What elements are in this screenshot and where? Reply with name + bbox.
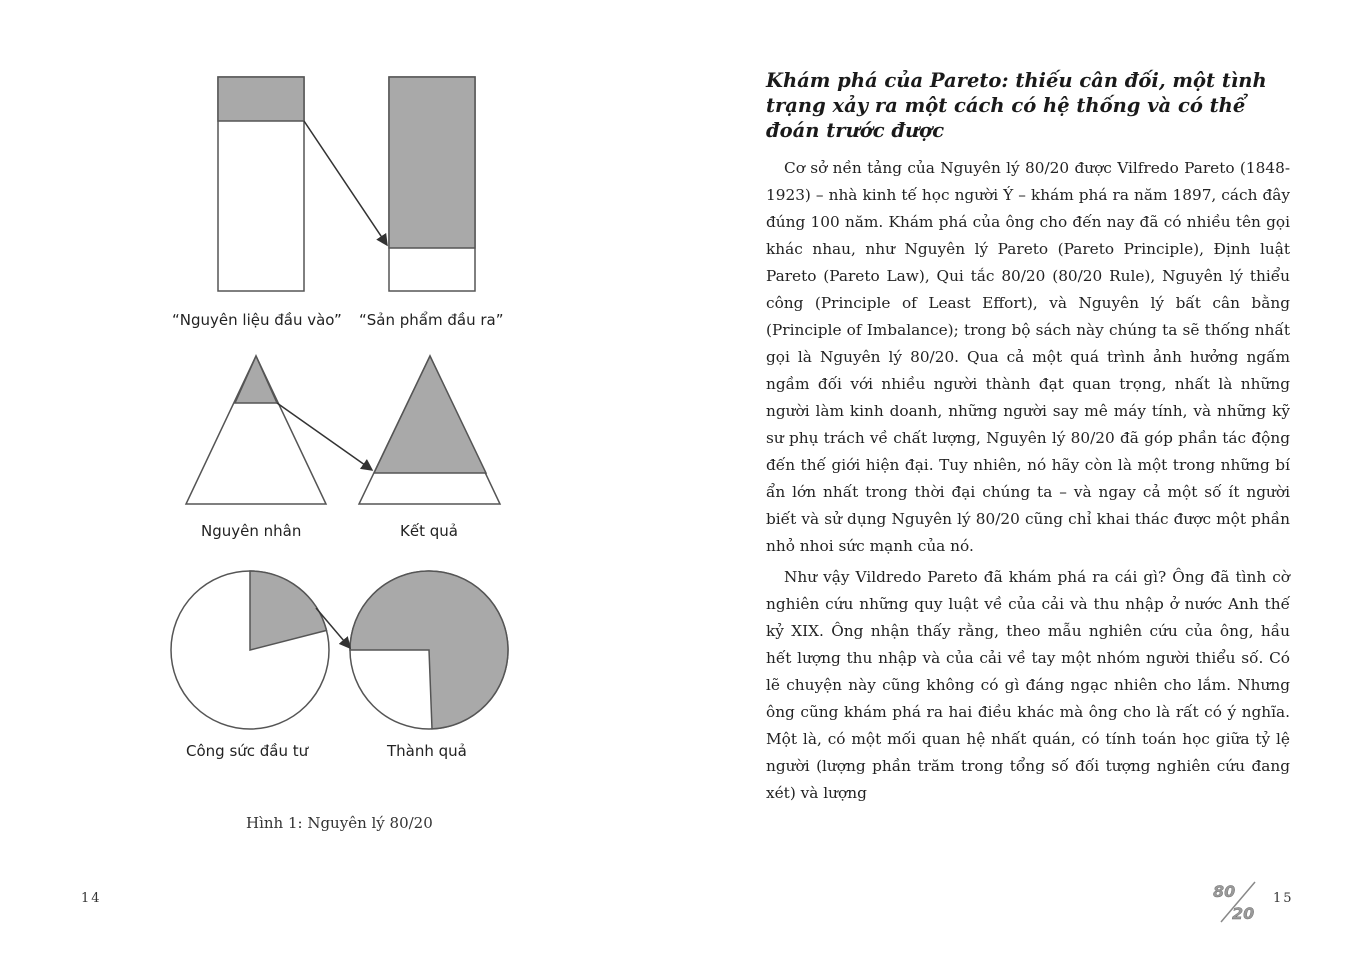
output-label: “Sản phẩm đầu ra” <box>359 311 504 329</box>
logo-80-20 <box>1209 878 1269 926</box>
figure-caption: Hình 1: Nguyên lý 80/20 <box>246 814 433 832</box>
cause-triangle-fill <box>235 356 277 403</box>
result-triangle <box>359 356 500 504</box>
right-page-number: 15 <box>1273 891 1294 906</box>
output-bar <box>389 77 475 291</box>
result-label: Kết quả <box>400 522 458 540</box>
left-page-number: 14 <box>81 891 102 906</box>
pareto-figure <box>0 0 685 800</box>
effort-pie <box>171 571 329 729</box>
section-heading: Khám phá của Pareto: thiếu cân đối, một tình trạng xảy ra một cách có hệ thống và có thể đoán trước được <box>766 69 1267 142</box>
paragraph-2: Như vậy Vildredo Pareto đã khám phá ra cái gì? Ông đã tình cờ nghiên cứu những quy luật về của cải và thu nhập ở nước Anh thế kỷ XIX. Ông nhận thấy rằng, theo mẫu nghiên cứu của ông, hầu hết lượng thu nhập và của cải về tay một nhóm người thiểu số. Có lẽ chuyện này cũng không có gì đáng ngạc nhiên cho lắm. Nhưng ông cũng khám phá ra hai điều khác mà ông cho là rất có ý nghĩa. Một là, có một mối quan hệ nhất quán, có tính toán học giữa tỷ lệ người (lượng phần trăm trong tổng số đối tượng nghiên cứu đang xét) và lượng <box>766 568 1290 802</box>
input-label: “Nguyên liệu đầu vào” <box>172 311 342 329</box>
logo-top-text: 80 <box>1213 882 1236 901</box>
output-bar-fill <box>389 77 475 248</box>
paragraph-1: Cơ sở nền tảng của Nguyên lý 80/20 được Vilfredo Pareto (1848-1923) – nhà kinh tế học người Ý – khám phá ra năm 1897, cách đây đúng 100 năm. Khám phá của ông cho đến nay đã có nhiều tên gọi khác nhau, như Nguyên lý Pareto (Pareto Principle), Định luật Pareto (Pareto Law), Qui tắc 80/20 (80/20 Rule), Nguyên lý thiểu công (Principle of Least Effort), và Nguyên lý bất cân bằng (Principle of Imbalance); trong bộ sách này chúng ta sẽ thống nhất gọi là Nguyên lý 80/20. Qua cả một quá trình ảnh hưởng ngấm ngầm đối với nhiều người thành đạt quan trọng, nhất là những người làm kinh doanh, những người say mê máy tính, và những kỹ sư phụ trách về chất lượng, Nguyên lý 80/20 đã góp phần tác động đến thế giới hiện đại. Tuy nhiên, nó hãy còn là một trong những bí ẩn lớn nhất trong thời đại chúng ta – và ngay cả một số ít người biết và sử dụng Nguyên lý 80/20 cũng chỉ khai thác được một phần nhỏ nhoi sức mạnh của nó. <box>766 159 1290 555</box>
effort-label: Công sức đầu tư <box>186 742 309 760</box>
bars-arrow <box>304 121 387 245</box>
input-bar <box>218 77 304 291</box>
result-triangle-fill <box>374 356 486 473</box>
cause-triangle <box>186 356 326 504</box>
section-body <box>766 155 1290 811</box>
outcome-label: Thành quả <box>387 742 467 760</box>
cause-label: Nguyên nhân <box>201 522 302 540</box>
outcome-pie <box>350 571 508 729</box>
input-bar-fill <box>218 77 304 121</box>
logo-bottom-text: 20 <box>1232 904 1255 923</box>
